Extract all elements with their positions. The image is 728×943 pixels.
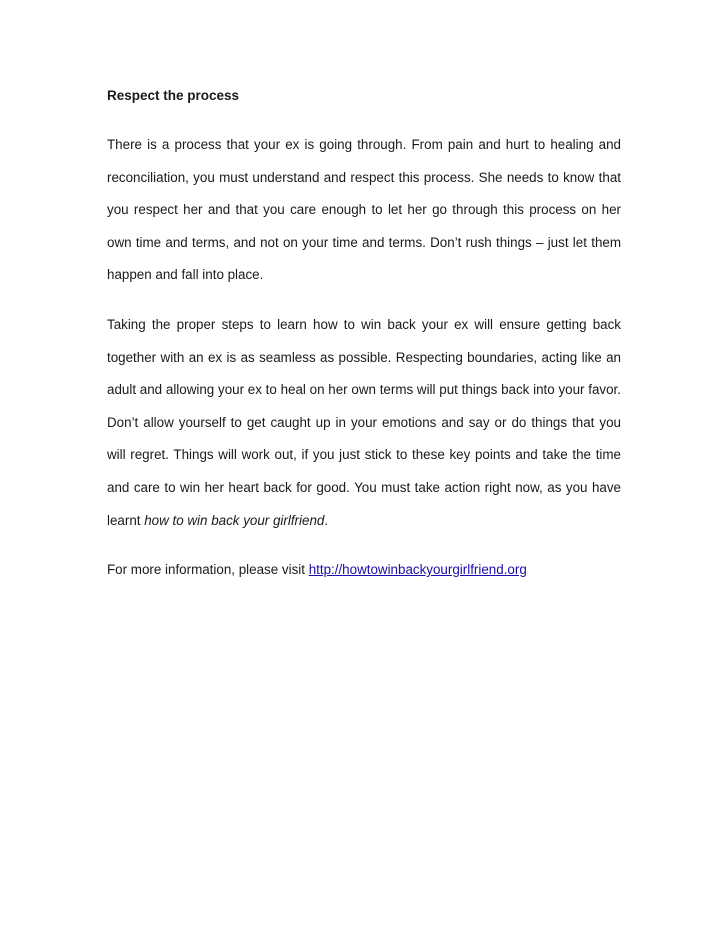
paragraph-steps-end: . <box>324 512 329 528</box>
paragraph-process: There is a process that your ex is going through. From pain and hurt to healing and reconciliation, you must understand and respect this process. She needs to know that you respect her and that you care enough to let her go through this process on her own time and terms, and not on your time and terms. Don’t rush things – just let them happen and fall into place. <box>107 137 621 283</box>
section-heading: Respect the process <box>107 88 240 103</box>
document-page <box>107 85 621 604</box>
paragraph-steps <box>107 309 621 537</box>
more-info-text: For more information, please visit <box>107 562 309 578</box>
italic-phrase: how to win back your girlfriend <box>144 512 325 528</box>
paragraph-more-info <box>107 554 621 587</box>
paragraph-steps-text: Taking the proper steps to learn how to win back your ex will ensure getting back together with an ex is as seamless as possible. Respecting boundaries, acting like an adult and allowing your ex to heal on her own terms will put things back into your favor. Don’t allow yourself to get caught up in your emotions and say or do things that you will regret. Things will work out, if you just stick to these key points and take the time and care to win her heart back for good. You must take action right now, as you have learnt <box>107 316 621 528</box>
website-link[interactable]: http://howtowinbackyourgirlfriend.org <box>308 562 527 578</box>
